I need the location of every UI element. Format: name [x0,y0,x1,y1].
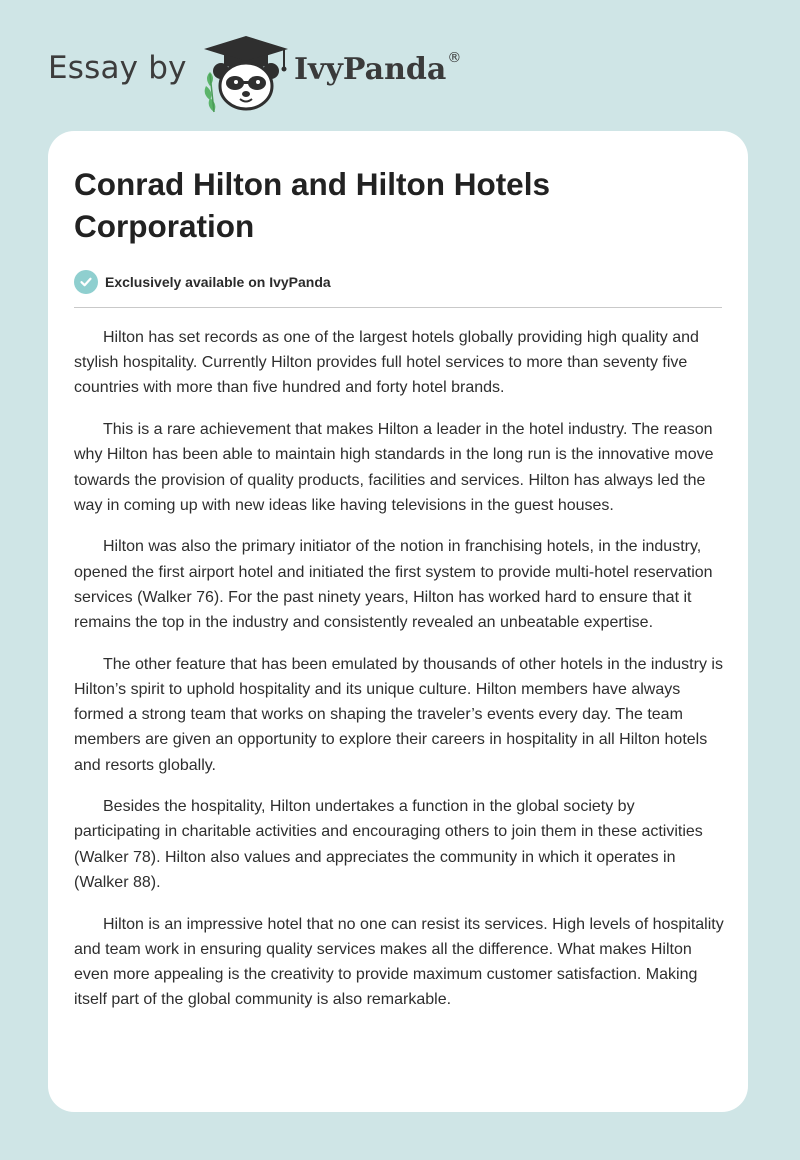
exclusive-badge [74,269,722,295]
paragraph: Hilton has set records as one of the largest hotels globally providing high quality and stylish hospitality. Currently Hilton provides full hotel services to more than seventy five countries with more than five hundred and forty hotel brands. [74,329,699,397]
essay-body [74,325,722,1012]
paragraph: The other feature that has been emulated by thousands of other hotels in the industry is Hilton’s spirit to uphold hospitality and its unique culture. Hilton members have always formed a strong team that works on shaping the traveler’s events every day. The team members are given an opportunity to explore their careers in hospitality in all Hilton hotels and resorts globally. [74,655,723,774]
exclusive-label: Exclusively available on IvyPanda [105,274,331,290]
panda-graduate-logo-icon [200,34,292,114]
divider [74,307,722,308]
paragraph: Hilton was also the primary initiator of the notion in franchising hotels, in the industry, opened the first airport hotel and initiated the first system to provide multi-hotel reservation services (Walker 76). For the past ninety years, Hilton has worked hard to ensure that it remains the top in the industry and consistently revealed an unbeatable expertise. [74,538,713,632]
checkmark-icon [74,270,98,294]
essay-card [48,131,748,1112]
essay-title: Conrad Hilton and Hilton Hotels Corporation [74,166,550,244]
brand-name[interactable] [294,52,461,87]
paragraph: Hilton is an impressive hotel that no one can resist its services. High levels of hospitality and team work in ensuring quality services makes all the difference. What makes Hilton even more appealing is the creativity to provide maximum customer satisfaction. Making itself part of the global community is also remarkable. [74,915,724,1009]
brand-name-text: IvyPanda [294,52,447,87]
paragraph: This is a rare achievement that makes Hilton a leader in the hotel industry. The reason why Hilton has been able to maintain high standards in the long run is the innovative move towards the provision of quality products, facilities and services. Hilton has always led the way in coming up with new ideas like having televisions in the guest houses. [74,421,714,514]
site-header [48,30,508,114]
paragraph: Besides the hospitality, Hilton undertakes a function in the global society by participating in charitable activities and encouraging others to join them in these activities (Walker 78). Hilton also values and appreciates the community in which it operates in (Walker 88). [74,798,703,891]
registered-mark: ® [447,50,462,66]
essay-by-label: Essay by [48,50,187,86]
